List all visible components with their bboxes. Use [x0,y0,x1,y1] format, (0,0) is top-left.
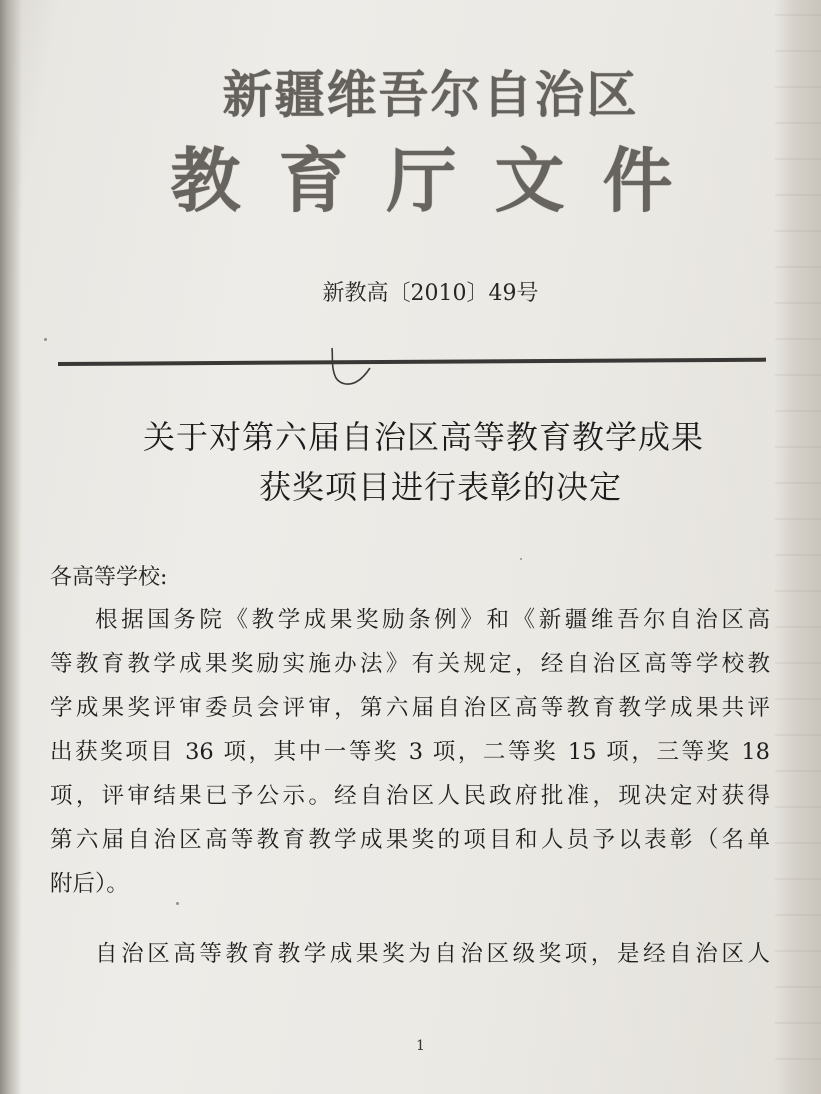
document-title-line-2: 获奖项目进行表彰的决定 [258,468,622,506]
issuer-document-heading: 教育厅文件 [170,140,711,222]
document-title-line-1: 关于对第六届自治区高等教育教学成果 [142,418,704,456]
body-line: 根据国务院《教学成果奖励条例》和《新疆维吾尔自治区高 [95,607,770,633]
body-line: 自治区高等教育教学成果奖为自治区级奖项，是经自治区人 [95,941,770,967]
paper-speck [44,338,47,341]
document-number: 新教高〔2010〕49号 [322,281,539,306]
salutation: 各高等学校: [50,565,168,590]
header-divider-rule [58,358,766,366]
body-line: 第六届自治区高等教育教学成果奖的项目和人员予以表彰（名单 [50,827,770,853]
body-line: 出获奖项目 36 项，其中一等奖 3 项，二等奖 15 项，三等奖 18 [50,739,770,765]
page-number: 1 [416,1038,425,1054]
body-line: 附后）。 [50,871,129,897]
paper-speck [520,558,522,560]
body-line: 学成果奖评审委员会评审，第六届自治区高等教育教学成果共评 [50,695,770,721]
body-line: 项，评审结果已予公示。经自治区人民政府批准，现决定对获得 [50,783,770,809]
issuer-region-heading: 新疆维吾尔自治区 [222,66,639,124]
paper-speck [176,902,179,905]
body-line: 等教育教学成果奖励实施办法》有关规定，经自治区高等学校教 [50,651,770,677]
pen-mark-icon [322,344,372,390]
